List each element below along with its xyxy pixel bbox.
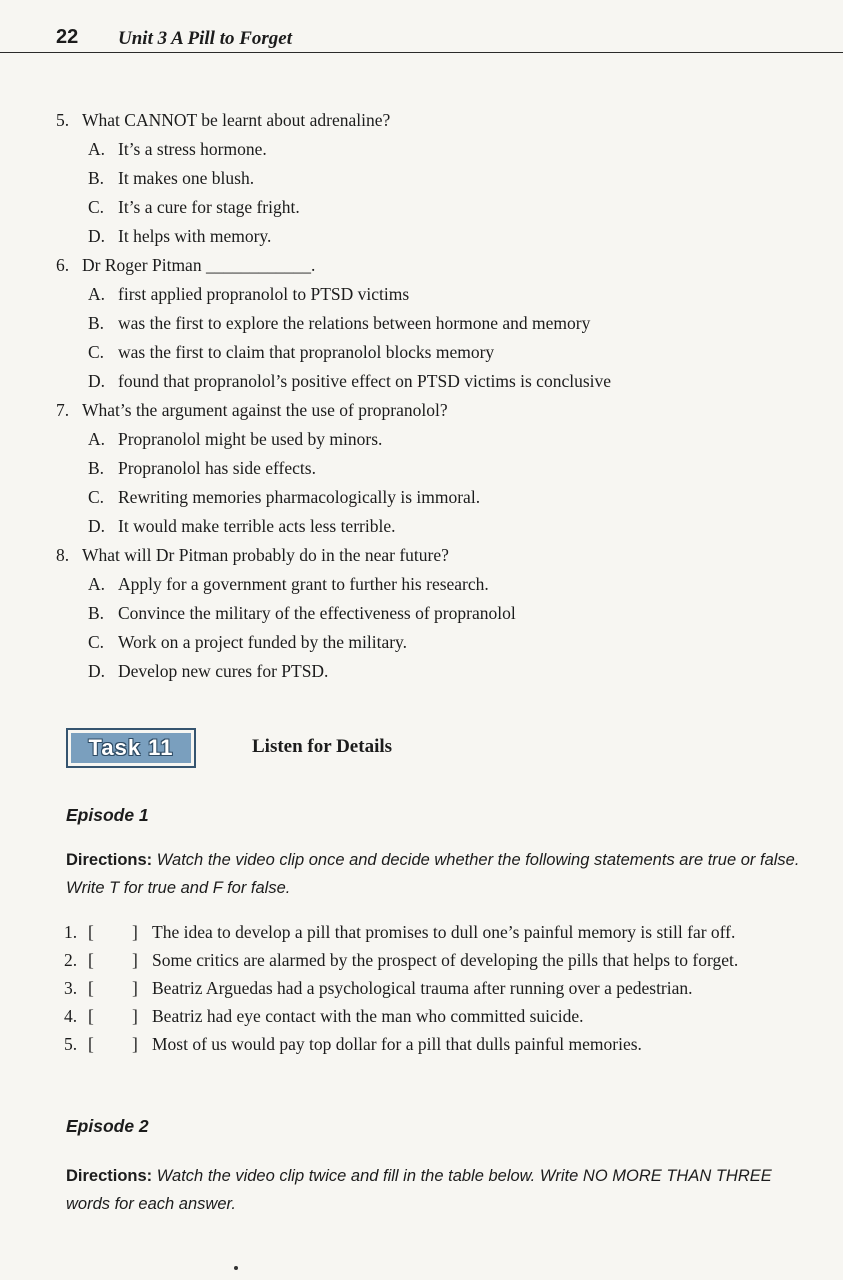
statement-text: Most of us would pay top dollar for a pill that dulls painful memories. xyxy=(152,1034,642,1054)
directions-text: Watch the video clip once and decide whether the following statements are true or false. Write T for true and F for false. xyxy=(66,851,800,897)
option-d xyxy=(0,512,843,541)
answer-bracket-close: ] xyxy=(132,978,138,998)
option-a xyxy=(0,425,843,454)
option-c xyxy=(0,193,843,222)
option-letter: C. xyxy=(88,632,105,652)
statement-number: 4. xyxy=(64,1006,78,1026)
question-stem: What will Dr Pitman probably do in the near future? xyxy=(82,545,449,565)
option-letter: D. xyxy=(88,661,106,681)
option-letter: D. xyxy=(88,371,106,391)
page-number: 22 xyxy=(56,26,79,48)
option-a xyxy=(0,570,843,599)
task-header xyxy=(66,728,766,772)
statement-text: Beatriz Arguedas had a psychological trauma after running over a pedestrian. xyxy=(152,978,693,998)
answer-bracket-open[interactable]: [ xyxy=(88,1034,94,1054)
page-speck xyxy=(234,1266,238,1270)
statement-2 xyxy=(64,946,824,974)
question-list xyxy=(0,106,843,686)
statement-text: The idea to develop a pill that promises to dull one’s painful memory is still far off. xyxy=(152,922,736,942)
episode-2-heading: Episode 2 xyxy=(66,1116,149,1136)
question-6 xyxy=(0,251,843,396)
question-stem: What’s the argument against the use of propranolol? xyxy=(82,400,448,420)
option-d xyxy=(0,367,843,396)
statement-1 xyxy=(64,918,824,946)
option-letter: A. xyxy=(88,574,106,594)
task-heading: Listen for Details xyxy=(252,736,393,757)
answer-bracket-close: ] xyxy=(132,950,138,970)
option-letter: C. xyxy=(88,487,105,507)
statement-text: Beatriz had eye contact with the man who committed suicide. xyxy=(152,1006,584,1026)
question-5 xyxy=(0,106,843,251)
directions-label: Directions: xyxy=(66,851,153,869)
unit-title: Unit 3 A Pill to Forget xyxy=(118,28,293,49)
option-b xyxy=(0,309,843,338)
option-text: It makes one blush. xyxy=(118,168,255,188)
question-number: 5. xyxy=(56,110,70,130)
option-letter: B. xyxy=(88,313,105,333)
question-number: 8. xyxy=(56,545,70,565)
option-d xyxy=(0,657,843,686)
directions-text: Watch the video clip twice and fill in the table below. Write NO MORE THAN THREE words for each answer. xyxy=(66,1167,772,1213)
statement-number: 2. xyxy=(64,950,78,970)
question-stem: Dr Roger Pitman ____________. xyxy=(82,255,316,275)
answer-bracket-open[interactable]: [ xyxy=(88,950,94,970)
answer-bracket-close: ] xyxy=(132,1034,138,1054)
statement-5 xyxy=(64,1030,824,1058)
option-c xyxy=(0,483,843,512)
option-text: Work on a project funded by the military. xyxy=(118,632,408,652)
option-text: found that propranolol’s positive effect on PTSD victims is conclusive xyxy=(118,371,612,391)
statement-number: 1. xyxy=(64,922,78,942)
option-c xyxy=(0,338,843,367)
option-text: Propranolol has side effects. xyxy=(118,458,316,478)
answer-bracket-open[interactable]: [ xyxy=(88,922,94,942)
question-7 xyxy=(0,396,843,541)
statement-number: 3. xyxy=(64,978,78,998)
option-b xyxy=(0,454,843,483)
task-badge xyxy=(66,728,196,768)
option-letter: B. xyxy=(88,458,105,478)
option-letter: D. xyxy=(88,226,106,246)
option-letter: B. xyxy=(88,603,105,623)
question-number: 6. xyxy=(56,255,70,275)
option-d xyxy=(0,222,843,251)
option-text: was the first to explore the relations between hormone and memory xyxy=(118,313,591,333)
episode-2-directions xyxy=(66,1162,816,1218)
option-b xyxy=(0,164,843,193)
option-letter: A. xyxy=(88,139,106,159)
option-text: Convince the military of the effectiveness of propranolol xyxy=(118,603,516,623)
option-c xyxy=(0,628,843,657)
statement-4 xyxy=(64,1002,824,1030)
option-text: Rewriting memories pharmacologically is immoral. xyxy=(118,487,481,507)
statement-3 xyxy=(64,974,824,1002)
option-text: Apply for a government grant to further his research. xyxy=(118,574,489,594)
option-text: It’s a stress hormone. xyxy=(118,139,267,159)
option-text: was the first to claim that propranolol blocks memory xyxy=(118,342,495,362)
option-letter: D. xyxy=(88,516,106,536)
answer-bracket-close: ] xyxy=(132,1006,138,1026)
page-header xyxy=(0,22,843,58)
option-text: It would make terrible acts less terrible. xyxy=(118,516,396,536)
option-text: Develop new cures for PTSD. xyxy=(118,661,329,681)
answer-bracket-open[interactable]: [ xyxy=(88,978,94,998)
option-letter: C. xyxy=(88,197,105,217)
statement-text: Some critics are alarmed by the prospect of developing the pills that helps to forget. xyxy=(152,950,739,970)
option-letter: A. xyxy=(88,284,106,304)
option-a xyxy=(0,280,843,309)
header-rule xyxy=(0,52,843,53)
option-letter: B. xyxy=(88,168,105,188)
statement-number: 5. xyxy=(64,1034,78,1054)
question-number: 7. xyxy=(56,400,70,420)
statement-list xyxy=(64,918,824,1058)
option-a xyxy=(0,135,843,164)
option-letter: A. xyxy=(88,429,106,449)
directions-label: Directions: xyxy=(66,1167,153,1185)
answer-bracket-close: ] xyxy=(132,922,138,942)
option-b xyxy=(0,599,843,628)
episode-1-directions xyxy=(66,846,816,902)
question-stem: What CANNOT be learnt about adrenaline? xyxy=(82,110,391,130)
option-text: It helps with memory. xyxy=(118,226,272,246)
option-letter: C. xyxy=(88,342,105,362)
option-text: Propranolol might be used by minors. xyxy=(118,429,383,449)
episode-1-heading: Episode 1 xyxy=(66,805,149,825)
option-text: It’s a cure for stage fright. xyxy=(118,197,300,217)
answer-bracket-open[interactable]: [ xyxy=(88,1006,94,1026)
task-badge-label: Task 11 xyxy=(71,733,191,763)
question-8 xyxy=(0,541,843,686)
option-text: first applied propranolol to PTSD victims xyxy=(118,284,410,304)
